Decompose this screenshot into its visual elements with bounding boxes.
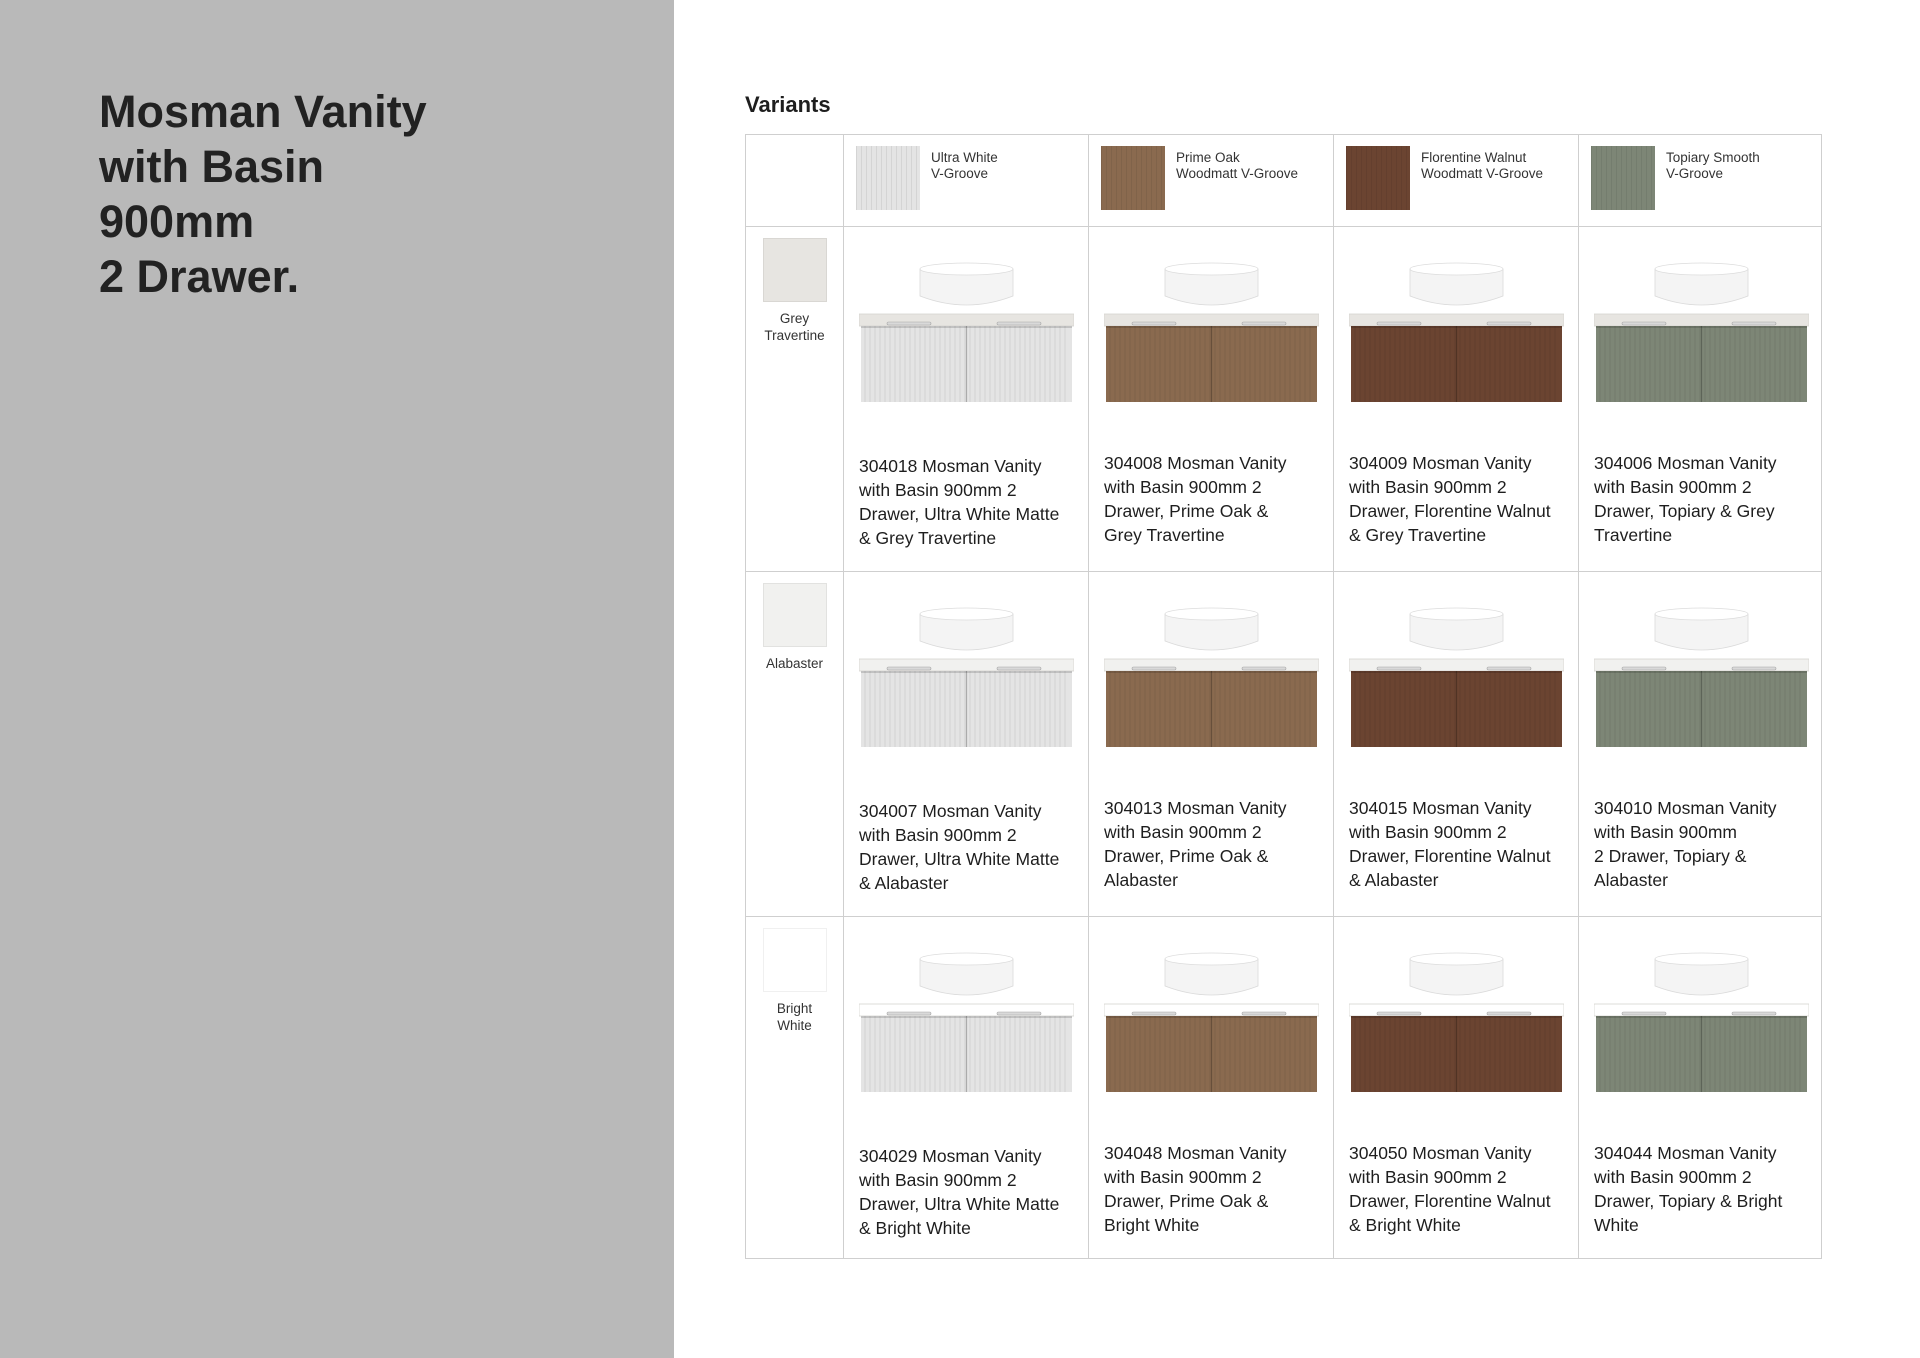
product-description-line: 304044 Mosman Vanity — [1594, 1143, 1777, 1163]
finish-label-line: Woodmatt V-Groove — [1421, 166, 1544, 181]
prime-oak-v-groove-swatch — [1101, 146, 1165, 210]
vanity-image — [859, 952, 1074, 1092]
vanity-image — [1104, 952, 1319, 1092]
drawer-handle — [1622, 1012, 1666, 1015]
basin-rim — [1165, 263, 1258, 275]
product-description — [1349, 796, 1571, 892]
finish-label — [931, 150, 1081, 182]
vanity-image — [1104, 607, 1319, 747]
product-description-line: Drawer, Ultra White Matte — [859, 1194, 1060, 1214]
basin-rim — [1410, 608, 1503, 620]
drawer-handle — [1487, 1012, 1531, 1015]
drawer-handle — [1132, 322, 1176, 325]
drawer-handle — [997, 1012, 1041, 1015]
basin-rim — [1165, 608, 1258, 620]
vanity-image — [1594, 607, 1809, 747]
product-cell — [1333, 226, 1578, 571]
product-cell — [1333, 571, 1578, 916]
product-cell — [843, 226, 1088, 571]
bright-white-swatch — [763, 928, 827, 992]
product-description — [859, 799, 1081, 895]
product-description-line: Drawer, Ultra White Matte — [859, 849, 1060, 869]
finish-label-line: Prime Oak — [1176, 150, 1240, 165]
product-description-line: White — [1594, 1215, 1639, 1235]
basin-rim — [1410, 263, 1503, 275]
product-description-line: with Basin 900mm 2 — [1104, 822, 1262, 842]
top-header — [746, 226, 843, 571]
basin-rim — [1655, 953, 1748, 965]
product-description-line: 304048 Mosman Vanity — [1104, 1143, 1287, 1163]
drawer-handle — [1622, 322, 1666, 325]
top-header — [746, 916, 843, 1261]
vanity-image — [1349, 952, 1564, 1092]
vanity-shadow — [1596, 671, 1807, 673]
vanity-shadow — [1106, 326, 1317, 328]
vanity-image — [1594, 262, 1809, 402]
drawer-handle — [1732, 322, 1776, 325]
basin-rim — [1655, 608, 1748, 620]
drawer-handle — [887, 1012, 931, 1015]
product-description-line: Drawer, Ultra White Matte — [859, 504, 1060, 524]
grey-travertine-swatch — [763, 238, 827, 302]
vanity-image — [859, 607, 1074, 747]
drawer-handle — [887, 322, 931, 325]
product-cell — [1578, 226, 1823, 571]
vanity-shadow — [861, 671, 1072, 673]
product-description-line: & Alabaster — [859, 873, 949, 893]
vanity-image — [1349, 607, 1564, 747]
product-description — [1594, 451, 1816, 547]
product-description-line: 304029 Mosman Vanity — [859, 1146, 1042, 1166]
finish-header — [843, 135, 1088, 226]
product-description-line: with Basin 900mm 2 — [859, 825, 1017, 845]
finish-label-line: Florentine Walnut — [1421, 150, 1527, 165]
top-label-line: Grey — [779, 311, 810, 326]
variants-heading: Variants — [745, 92, 831, 117]
product-description-line: Drawer, Florentine Walnut — [1349, 501, 1551, 521]
vanity-image — [1349, 262, 1564, 402]
vanity-shadow — [1106, 671, 1317, 673]
product-description-line: Drawer, Florentine Walnut — [1349, 1191, 1551, 1211]
variants-grid — [745, 134, 1822, 1259]
product-description-line: 304050 Mosman Vanity — [1349, 1143, 1532, 1163]
vanity-shadow — [1351, 1016, 1562, 1018]
product-description-line: & Bright White — [1349, 1215, 1461, 1235]
title-line: 900mm — [99, 196, 255, 247]
title-panel — [0, 0, 674, 1358]
page-title — [99, 84, 619, 304]
product-description — [859, 1144, 1081, 1240]
product-description-line: Bright White — [1104, 1215, 1200, 1235]
drawer-handle — [1132, 1012, 1176, 1015]
product-description-line: Alabaster — [1594, 870, 1668, 890]
drawer-handle — [1622, 667, 1666, 670]
product-description-line: with Basin 900mm 2 — [859, 480, 1017, 500]
top-header — [746, 571, 843, 916]
top-label-line: Travertine — [764, 328, 825, 343]
basin-rim — [920, 953, 1013, 965]
title-line: Mosman Vanity — [99, 86, 427, 137]
product-description-line: Alabaster — [1104, 870, 1178, 890]
product-description-line: Drawer, Prime Oak & — [1104, 1191, 1269, 1211]
product-description-line: 304010 Mosman Vanity — [1594, 798, 1777, 818]
vanity-image — [1594, 952, 1809, 1092]
title-line: with Basin — [99, 141, 325, 192]
product-description-line: 304008 Mosman Vanity — [1104, 453, 1287, 473]
vanity-image — [1104, 262, 1319, 402]
product-description — [1104, 1141, 1326, 1237]
ultra-white-v-groove-swatch — [856, 146, 920, 210]
product-description-line: & Bright White — [859, 1218, 971, 1238]
product-cell — [1578, 571, 1823, 916]
finish-label — [1666, 150, 1816, 182]
finish-label-line: V-Groove — [931, 166, 989, 181]
top-label — [746, 310, 843, 344]
vanity-shadow — [861, 1016, 1072, 1018]
top-label-line: White — [777, 1018, 812, 1033]
product-description — [1594, 796, 1816, 892]
product-cell — [843, 571, 1088, 916]
drawer-handle — [1242, 1012, 1286, 1015]
finish-header — [1578, 135, 1823, 226]
product-description-line: & Grey Travertine — [859, 528, 997, 548]
product-description-line: Drawer, Prime Oak & — [1104, 501, 1269, 521]
product-description-line: & Grey Travertine — [1349, 525, 1487, 545]
product-cell — [843, 916, 1088, 1261]
basin-rim — [920, 263, 1013, 275]
product-description-line: with Basin 900mm 2 — [859, 1170, 1017, 1190]
product-description-line: with Basin 900mm 2 — [1104, 1167, 1262, 1187]
product-description-line: with Basin 900mm 2 — [1349, 822, 1507, 842]
product-cell — [1088, 571, 1333, 916]
finish-label-line: Woodmatt V-Groove — [1176, 166, 1299, 181]
vanity-shadow — [861, 326, 1072, 328]
product-description — [1104, 451, 1326, 547]
product-description-line: Grey Travertine — [1104, 525, 1225, 545]
product-description-line: with Basin 900mm 2 — [1594, 1167, 1752, 1187]
drawer-handle — [1377, 1012, 1421, 1015]
drawer-handle — [997, 667, 1041, 670]
top-label — [746, 1000, 843, 1034]
drawer-handle — [887, 667, 931, 670]
product-description-line: with Basin 900mm 2 — [1104, 477, 1262, 497]
finish-header — [1333, 135, 1578, 226]
vanity-shadow — [1106, 1016, 1317, 1018]
product-description-line: with Basin 900mm 2 — [1349, 477, 1507, 497]
finish-header — [1088, 135, 1333, 226]
product-description-line: Drawer, Topiary & Grey — [1594, 501, 1775, 521]
product-description-line: & Alabaster — [1349, 870, 1439, 890]
vanity-shadow — [1596, 326, 1807, 328]
product-description-line: with Basin 900mm 2 — [1594, 477, 1752, 497]
product-description-line: with Basin 900mm 2 — [1349, 1167, 1507, 1187]
product-description-line: with Basin 900mm — [1594, 822, 1737, 842]
drawer-handle — [1377, 667, 1421, 670]
product-cell — [1088, 226, 1333, 571]
product-description-line: Drawer, Prime Oak & — [1104, 846, 1269, 866]
drawer-handle — [1377, 322, 1421, 325]
product-description-line: 304018 Mosman Vanity — [859, 456, 1042, 476]
title-line: 2 Drawer. — [99, 251, 300, 302]
drawer-handle — [1732, 667, 1776, 670]
product-cell — [1578, 916, 1823, 1261]
drawer-handle — [997, 322, 1041, 325]
vanity-shadow — [1351, 326, 1562, 328]
product-description — [1104, 796, 1326, 892]
finish-label — [1421, 150, 1571, 182]
drawer-handle — [1242, 667, 1286, 670]
florentine-walnut-v-groove-swatch — [1346, 146, 1410, 210]
product-description-line: Travertine — [1594, 525, 1673, 545]
product-description-line: 304006 Mosman Vanity — [1594, 453, 1777, 473]
product-description-line: 304009 Mosman Vanity — [1349, 453, 1532, 473]
alabaster-swatch — [763, 583, 827, 647]
finish-label-line: Topiary Smooth — [1666, 150, 1760, 165]
topiary-smooth-v-groove-swatch — [1591, 146, 1655, 210]
product-description-line: 304007 Mosman Vanity — [859, 801, 1042, 821]
basin-rim — [1410, 953, 1503, 965]
product-description — [1349, 1141, 1571, 1237]
product-description-line: 2 Drawer, Topiary & — [1594, 846, 1747, 866]
product-description-line: 304015 Mosman Vanity — [1349, 798, 1532, 818]
basin-rim — [920, 608, 1013, 620]
finish-label-line: Ultra White — [931, 150, 998, 165]
product-description — [1594, 1141, 1816, 1237]
product-description-line: 304013 Mosman Vanity — [1104, 798, 1287, 818]
finish-label-line: V-Groove — [1666, 166, 1724, 181]
product-description — [859, 454, 1081, 550]
product-cell — [1333, 916, 1578, 1261]
top-label — [746, 655, 843, 672]
drawer-handle — [1487, 322, 1531, 325]
drawer-handle — [1242, 322, 1286, 325]
product-description-line: Drawer, Topiary & Bright — [1594, 1191, 1783, 1211]
basin-rim — [1655, 263, 1748, 275]
drawer-handle — [1732, 1012, 1776, 1015]
drawer-handle — [1487, 667, 1531, 670]
finish-label — [1176, 150, 1326, 182]
product-cell — [1088, 916, 1333, 1261]
product-description — [1349, 451, 1571, 547]
product-description-line: Drawer, Florentine Walnut — [1349, 846, 1551, 866]
drawer-handle — [1132, 667, 1176, 670]
vanity-shadow — [1596, 1016, 1807, 1018]
basin-rim — [1165, 953, 1258, 965]
top-label-line: Bright — [776, 1001, 813, 1016]
vanity-shadow — [1351, 671, 1562, 673]
vanity-image — [859, 262, 1074, 402]
top-label-line: Alabaster — [765, 656, 824, 671]
